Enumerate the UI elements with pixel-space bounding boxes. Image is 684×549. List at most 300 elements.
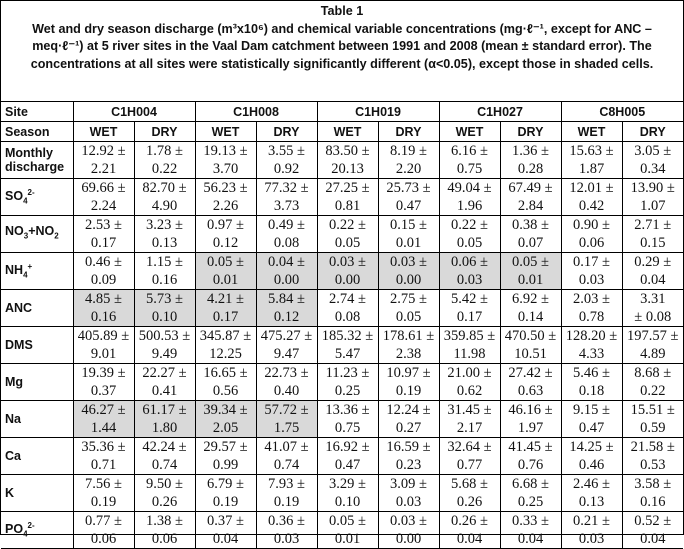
mean-value: 77.32 ± [264, 180, 309, 196]
standard-error: 0.81 [334, 198, 361, 214]
value-cell [500, 179, 561, 216]
value-cell [378, 142, 439, 179]
mean-value: 3.55 ± [268, 143, 305, 159]
season-label: Season [1, 122, 73, 142]
value-cell [622, 253, 683, 290]
standard-error: 0.03 [273, 531, 300, 547]
row-label [1, 475, 73, 512]
mean-value: 0.49 ± [268, 217, 305, 233]
mean-value: 3.09 ± [390, 476, 427, 492]
value-cell [134, 179, 195, 216]
season-header-dry: DRY [622, 122, 683, 142]
value-cell [439, 179, 500, 216]
mean-value: 82.70 ± [142, 180, 187, 196]
standard-error: 0.92 [273, 161, 300, 177]
standard-error: 9.01 [90, 346, 117, 362]
mean-value: 7.56 ± [85, 476, 122, 492]
mean-value: 19.13 ± [203, 143, 248, 159]
value-cell [195, 290, 256, 327]
standard-error: 0.25 [517, 494, 544, 510]
standard-error: 0.06 [90, 531, 117, 547]
mean-value: 69.66 ± [81, 180, 126, 196]
value-cell [622, 364, 683, 401]
value-cell [73, 216, 134, 253]
mean-value: 2.75 ± [390, 291, 427, 307]
standard-error: 0.04 [212, 531, 239, 547]
value-cell [561, 253, 622, 290]
mean-value: 3.05 ± [634, 143, 672, 159]
standard-error: 0.10 [334, 494, 361, 510]
row-label [1, 401, 73, 438]
table-body [1, 142, 683, 549]
standard-error: 0.17 [456, 309, 483, 325]
standard-error: 12.25 [209, 346, 242, 362]
standard-error: 0.03 [578, 272, 605, 288]
value-cell [439, 216, 500, 253]
mean-value: 0.38 ± [512, 217, 549, 233]
standard-error: 0.05 [456, 235, 483, 251]
mean-value: 0.90 ± [573, 217, 610, 233]
standard-error: 0.47 [578, 420, 605, 436]
row-label-base: DMS [5, 338, 33, 352]
row-label [1, 438, 73, 475]
standard-error: 0.06 [578, 235, 605, 251]
season-header-row [1, 122, 683, 142]
row-label-tail: +NO [28, 224, 55, 239]
mean-value: 56.23 ± [203, 180, 248, 196]
row-label [1, 290, 73, 327]
standard-error: 0.99 [212, 457, 239, 473]
mean-value: 21.58 ± [630, 439, 675, 455]
value-cell [439, 438, 500, 475]
row-label [1, 142, 73, 179]
standard-error: 1.80 [151, 420, 178, 436]
standard-error: 0.53 [640, 457, 666, 473]
value-cell [439, 401, 500, 438]
mean-value: 1.15 ± [146, 254, 183, 270]
mean-value: 9.15 ± [573, 402, 610, 418]
standard-error: 0.01 [334, 531, 361, 547]
mean-value: 0.36 ± [268, 513, 305, 529]
mean-value: 1.36 ± [512, 143, 549, 159]
season-header-wet: WET [439, 122, 500, 142]
value-cell [317, 327, 378, 364]
value-cell [195, 364, 256, 401]
row-label [1, 253, 73, 290]
value-cell [256, 438, 317, 475]
mean-value: 2.03 ± [573, 291, 610, 307]
standard-error: 2.38 [395, 346, 422, 362]
mean-value: 2.46 ± [573, 476, 610, 492]
value-cell [256, 401, 317, 438]
row-label-base: Ca [5, 449, 21, 463]
value-cell [500, 364, 561, 401]
value-cell [561, 438, 622, 475]
mean-value: 12.92 ± [81, 143, 126, 159]
mean-value: 0.03 ± [390, 254, 427, 270]
value-cell [256, 364, 317, 401]
mean-value: 345.87 ± [199, 328, 252, 344]
row-label-base: NH [5, 262, 24, 277]
season-header-dry: DRY [256, 122, 317, 142]
value-cell [73, 290, 134, 327]
site-header-c1h027: C1H027 [439, 102, 561, 122]
standard-error: 0.34 [640, 161, 666, 177]
value-cell [195, 475, 256, 512]
standard-error: 0.16 [640, 494, 666, 510]
standard-error: 0.74 [151, 457, 178, 473]
value-cell [134, 401, 195, 438]
standard-error: 0.77 [456, 457, 483, 473]
value-cell [561, 401, 622, 438]
standard-error: 0.13 [578, 494, 605, 510]
value-cell [134, 438, 195, 475]
value-cell [378, 290, 439, 327]
value-cell [256, 512, 317, 549]
value-cell [73, 327, 134, 364]
standard-error: 9.49 [151, 346, 178, 362]
value-cell [500, 253, 561, 290]
standard-error: 2.05 [212, 420, 239, 436]
mean-value: 21.00 ± [447, 365, 492, 381]
mean-value: 0.17 ± [573, 254, 610, 270]
standard-error: 0.25 [334, 383, 361, 399]
value-cell [378, 216, 439, 253]
mean-value: 13.90 ± [630, 180, 675, 196]
row-label-superscript: 2- [27, 187, 35, 197]
value-cell [500, 512, 561, 549]
mean-value: 49.04 ± [447, 180, 492, 196]
standard-error: 0.10 [151, 309, 178, 325]
mean-value: 475.27 ± [260, 328, 313, 344]
row-label [1, 364, 73, 401]
mean-value: 39.34 ± [203, 402, 248, 418]
mean-value: 29.57 ± [203, 439, 248, 455]
standard-error: ± 0.08 [634, 309, 672, 325]
standard-error: 0.09 [90, 272, 117, 288]
season-header-wet: WET [73, 122, 134, 142]
standard-error: 0.37 [90, 383, 117, 399]
mean-value: 57.72 ± [264, 402, 309, 418]
mean-value: 27.42 ± [508, 365, 553, 381]
table-title: Table 1 [320, 4, 364, 18]
standard-error: 4.89 [640, 346, 666, 362]
mean-value: 8.19 ± [390, 143, 427, 159]
row-label [1, 216, 73, 253]
standard-error: 0.26 [151, 494, 178, 510]
value-cell [622, 179, 683, 216]
value-cell [317, 253, 378, 290]
value-cell [439, 142, 500, 179]
standard-error: 0.63 [517, 383, 544, 399]
value-cell [73, 179, 134, 216]
standard-error: 0.05 [334, 235, 361, 251]
value-cell [195, 438, 256, 475]
standard-error: 5.47 [334, 346, 361, 362]
standard-error: 0.12 [212, 235, 239, 251]
value-cell [500, 142, 561, 179]
value-cell [378, 401, 439, 438]
value-cell [256, 142, 317, 179]
mean-value: 0.77 ± [85, 513, 122, 529]
standard-error: 1.44 [90, 420, 117, 436]
mean-value: 42.24 ± [142, 439, 187, 455]
mean-value: 0.03 ± [329, 254, 366, 270]
standard-error: 0.19 [273, 494, 300, 510]
mean-value: 4.85 ± [85, 291, 122, 307]
standard-error: 20.13 [331, 161, 364, 177]
value-cell [500, 290, 561, 327]
mean-value: 6.68 ± [512, 476, 549, 492]
mean-value: 41.07 ± [264, 439, 309, 455]
value-cell [561, 290, 622, 327]
mean-value: 3.23 ± [146, 217, 183, 233]
standard-error: 9.47 [273, 346, 300, 362]
mean-value: 19.39 ± [81, 365, 126, 381]
mean-value: 3.58 ± [634, 476, 672, 492]
mean-value: 470.50 ± [504, 328, 557, 344]
standard-error: 0.47 [334, 457, 361, 473]
mean-value: 405.89 ± [77, 328, 130, 344]
standard-error: 4.90 [151, 198, 178, 214]
value-cell [317, 216, 378, 253]
value-cell [622, 438, 683, 475]
row-label [1, 179, 73, 216]
value-cell [134, 290, 195, 327]
value-cell [561, 475, 622, 512]
standard-error: 0.01 [212, 272, 239, 288]
table-row [1, 438, 683, 475]
value-cell [73, 475, 134, 512]
mean-value: 16.59 ± [386, 439, 431, 455]
mean-value: 7.93 ± [268, 476, 305, 492]
table-row [1, 290, 683, 327]
mean-value: 32.64 ± [447, 439, 492, 455]
mean-value: 6.79 ± [207, 476, 244, 492]
mean-value: 5.46 ± [573, 365, 610, 381]
value-cell [195, 179, 256, 216]
mean-value: 6.16 ± [451, 143, 488, 159]
value-cell [500, 438, 561, 475]
table-row [1, 179, 683, 216]
row-label-subscript: 3 [23, 231, 29, 241]
season-header-wet: WET [195, 122, 256, 142]
standard-error: 0.00 [395, 531, 422, 547]
standard-error: 0.23 [395, 457, 422, 473]
mean-value: 1.78 ± [146, 143, 183, 159]
mean-value: 0.97 ± [207, 217, 244, 233]
value-cell [317, 364, 378, 401]
mean-value: 0.03 ± [390, 513, 427, 529]
mean-value: 0.37 ± [207, 513, 244, 529]
standard-error: 4.33 [578, 346, 605, 362]
standard-error: 2.84 [517, 198, 544, 214]
value-cell [317, 142, 378, 179]
table-row [1, 142, 683, 179]
value-cell [500, 401, 561, 438]
value-cell [73, 142, 134, 179]
value-cell [378, 253, 439, 290]
standard-error: 0.03 [395, 494, 422, 510]
mean-value: 35.36 ± [81, 439, 126, 455]
value-cell [73, 253, 134, 290]
value-cell [134, 253, 195, 290]
standard-error: 2.24 [90, 198, 117, 214]
value-cell [195, 401, 256, 438]
standard-error: 10.51 [514, 346, 547, 362]
standard-error: 0.22 [640, 383, 666, 399]
standard-error: 0.22 [151, 161, 178, 177]
mean-value: 0.52 ± [634, 513, 672, 529]
standard-error: 2.20 [395, 161, 422, 177]
value-cell [256, 475, 317, 512]
standard-error: 0.16 [90, 309, 117, 325]
value-cell [134, 512, 195, 549]
row-label-base: ANC [5, 301, 33, 315]
value-cell [622, 512, 683, 549]
standard-error: 0.01 [395, 235, 422, 251]
standard-error: 3.73 [273, 198, 300, 214]
season-header-wet: WET [561, 122, 622, 142]
standard-error: 0.03 [456, 272, 483, 288]
season-header-wet: WET [317, 122, 378, 142]
value-cell [439, 327, 500, 364]
standard-error: 1.97 [517, 420, 544, 436]
standard-error: 0.75 [334, 420, 361, 436]
row-label [1, 327, 73, 364]
standard-error: 0.00 [395, 272, 422, 288]
value-cell [439, 253, 500, 290]
value-cell [195, 512, 256, 549]
standard-error: 1.87 [578, 161, 605, 177]
season-header-dry: DRY [500, 122, 561, 142]
row-label-subscript: 4 [23, 529, 28, 539]
row-label-base: Na [5, 412, 21, 426]
value-cell [622, 327, 683, 364]
mean-value: 0.04 ± [268, 254, 305, 270]
mean-value: 67.49 ± [508, 180, 553, 196]
standard-error: 0.08 [273, 235, 300, 251]
table-row [1, 512, 683, 549]
value-cell [439, 475, 500, 512]
row-label-base: PO [5, 521, 24, 536]
value-cell [622, 475, 683, 512]
standard-error: 0.28 [517, 161, 544, 177]
standard-error: 2.26 [212, 198, 239, 214]
value-cell [439, 512, 500, 549]
mean-value: 0.06 ± [451, 254, 488, 270]
standard-error: 0.01 [517, 272, 544, 288]
mean-value: 0.21 ± [573, 513, 610, 529]
standard-error: 0.62 [456, 383, 483, 399]
mean-value: 22.73 ± [264, 365, 309, 381]
standard-error: 0.76 [517, 457, 544, 473]
standard-error: 0.56 [212, 383, 239, 399]
value-cell [378, 512, 439, 549]
standard-error: 0.14 [517, 309, 544, 325]
standard-error: 0.59 [640, 420, 666, 436]
row-label-superscript: 2- [27, 520, 35, 530]
value-cell [378, 327, 439, 364]
standard-error: 0.40 [273, 383, 300, 399]
value-cell [622, 142, 683, 179]
mean-value: 83.50 ± [325, 143, 370, 159]
row-label-base: Monthly discharge [5, 146, 65, 174]
mean-value: 3.29 ± [329, 476, 366, 492]
standard-error: 0.41 [151, 383, 178, 399]
standard-error: 0.17 [212, 309, 239, 325]
value-cell [73, 512, 134, 549]
value-cell [378, 438, 439, 475]
standard-error: 0.00 [334, 272, 361, 288]
value-cell [561, 142, 622, 179]
mean-value: 197.57 ± [627, 328, 679, 344]
mean-value: 46.16 ± [508, 402, 553, 418]
table-row [1, 253, 683, 290]
standard-error: 1.96 [456, 198, 483, 214]
mean-value: 12.01 ± [569, 180, 614, 196]
row-label-base: SO [5, 188, 24, 203]
season-header-dry: DRY [378, 122, 439, 142]
standard-error: 0.05 [395, 309, 422, 325]
mean-value: 0.26 ± [451, 513, 488, 529]
value-cell [73, 401, 134, 438]
mean-value: 31.45 ± [447, 402, 492, 418]
mean-value: 185.32 ± [321, 328, 374, 344]
table-row [1, 216, 683, 253]
row-label-base: Mg [5, 375, 24, 389]
table-row [1, 327, 683, 364]
value-cell [134, 216, 195, 253]
standard-error: 0.47 [395, 198, 422, 214]
site-header-row [1, 102, 683, 122]
value-cell [195, 216, 256, 253]
standard-error: 0.04 [640, 531, 666, 547]
standard-error: 0.00 [273, 272, 300, 288]
standard-error: 0.46 [578, 457, 605, 473]
value-cell [500, 216, 561, 253]
row-label-subscript: 4 [23, 270, 28, 280]
standard-error: 1.75 [273, 420, 300, 436]
value-cell [256, 179, 317, 216]
value-cell [561, 364, 622, 401]
table-row [1, 401, 683, 438]
mean-value: 12.24 ± [386, 402, 431, 418]
mean-value: 15.63 ± [569, 143, 614, 159]
standard-error: 2.21 [90, 161, 117, 177]
standard-error: 2.17 [456, 420, 483, 436]
standard-error: 0.04 [640, 272, 666, 288]
data-table [1, 102, 683, 549]
row-label-subscript: 2 [54, 231, 59, 241]
standard-error: 0.06 [151, 531, 178, 547]
value-cell [561, 512, 622, 549]
site-header-c8h005: C8H005 [561, 102, 683, 122]
site-header-c1h019: C1H019 [317, 102, 439, 122]
season-header-dry: DRY [134, 122, 195, 142]
mean-value: 0.46 ± [85, 254, 122, 270]
value-cell [622, 401, 683, 438]
mean-value: 22.27 ± [142, 365, 187, 381]
standard-error: 1.07 [640, 198, 666, 214]
standard-error: 0.19 [395, 383, 422, 399]
value-cell [256, 216, 317, 253]
value-cell [317, 290, 378, 327]
value-cell [622, 216, 683, 253]
mean-value: 5.42 ± [451, 291, 488, 307]
mean-value: 9.50 ± [146, 476, 183, 492]
site-label: Site [1, 102, 73, 122]
